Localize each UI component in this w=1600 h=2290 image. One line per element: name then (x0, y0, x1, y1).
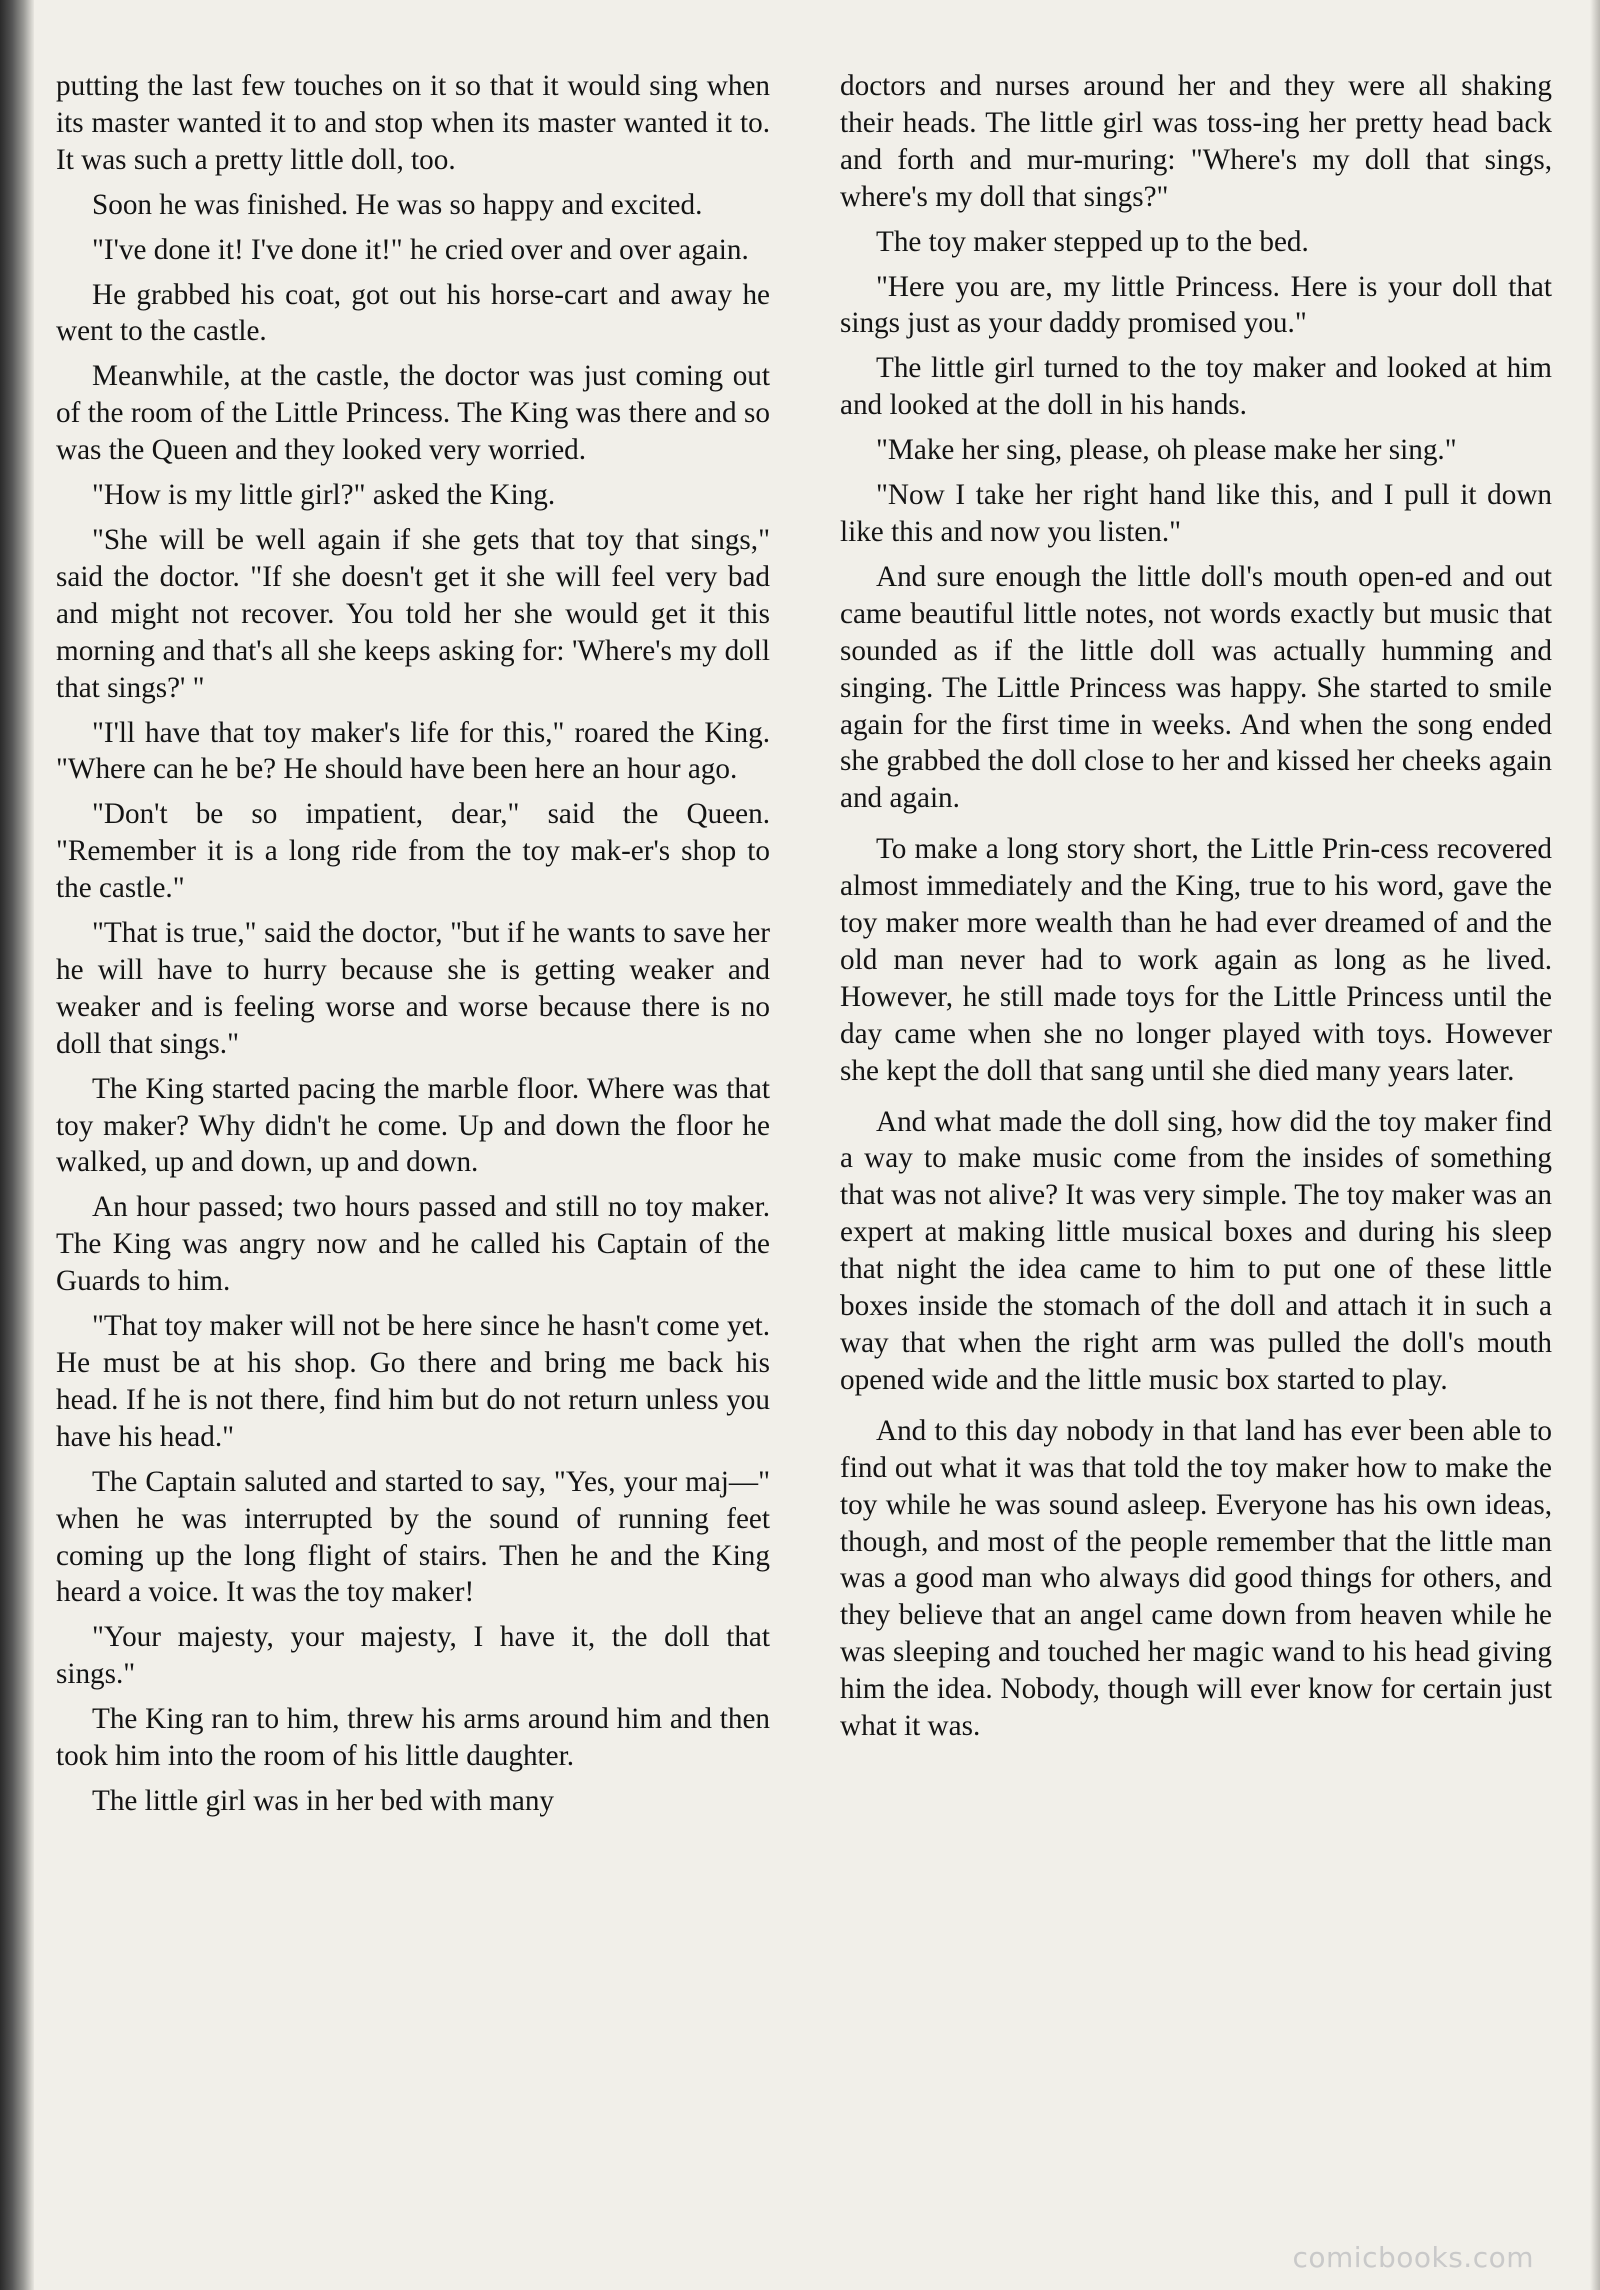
paragraph: "That toy maker will not be here since he hasn't come yet. He must be at his shop. Go there and bring me back his head. If he is not there, find him but do not return unless you have his head." (56, 1310, 770, 1453)
text-column-left (56, 68, 770, 1828)
paragraph: To make a long story short, the Little Prin-cess recovered almost immediately and the King, true to his word, gave the toy maker more wealth than he had ever dreamed of and the old man never had to work again as long as he lived. However, he still made toys for the Little Princess until the day came when she no longer played with toys. However she kept the doll that sang until she died many years later. (840, 833, 1552, 1087)
page-binding-shadow (0, 0, 34, 2290)
paragraph: Soon he was finished. He was so happy and excited. (92, 188, 703, 221)
paragraph: The King started pacing the marble floor. Where was that toy maker? Why didn't he come. Up and down the floor he walked, up and down, up and down. (56, 1072, 770, 1179)
paragraph: "Make her sing, please, oh please make her sing." (876, 434, 1457, 467)
paragraph: And what made the doll sing, how did the toy maker find a way to make music come from the insides of something that was not alive? It was very simple. The toy maker was an expert at making little musical boxes and during his sleep that night the idea came to him to put one of these little boxes inside the stomach of the doll and attach it in such a way that when the right arm was pulled the doll's mouth opened wide and the little music box started to play. (840, 1105, 1552, 1396)
paragraph: "Here you are, my little Princess. Here is your doll that sings just as your daddy promised you." (840, 270, 1552, 340)
paragraph: The little girl turned to the toy maker and looked at him and looked at the doll in his hands. (840, 352, 1552, 422)
paragraph: "I've done it! I've done it!" he cried over and over again. (92, 233, 749, 266)
paragraph: "How is my little girl?" asked the King. (92, 479, 556, 512)
paragraph-continuation: putting the last few touches on it so that it would sing when its master wanted it to and stop when its master wanted it to. It was such a pretty little doll, too. (56, 70, 770, 176)
paragraph-continuation: doctors and nurses around her and they were all shaking their heads. The little girl was toss-ing her pretty head back and forth and mur-muring: "Where's my doll that sings, where's my doll that sings?" (840, 70, 1552, 213)
paragraph: "I'll have that toy maker's life for this," roared the King. "Where can he be? He should have been here an hour ago. (56, 716, 770, 786)
paragraph: He grabbed his coat, got out his horse-cart and away he went to the castle. (56, 278, 770, 348)
paragraph: The Captain saluted and started to say, "Yes, your maj—" when he was interrupted by the sound of running feet coming up the long flight of stairs. Then he and the King heard a voice. It was the toy maker! (56, 1465, 770, 1609)
paragraph: "Now I take her right hand like this, and I pull it down like this and now you listen." (840, 479, 1552, 548)
paragraph: An hour passed; two hours passed and still no toy maker. The King was angry now and he called his Captain of the Guards to him. (56, 1191, 770, 1298)
watermark-text: comicbooks.com (1292, 2241, 1534, 2274)
text-column-right (840, 68, 1552, 1753)
paragraph: "That is true," said the doctor, "but if he wants to save her he will have to hurry because she is getting weaker and weaker and is feeling worse and worse because there is no doll that sings." (56, 917, 770, 1060)
paragraph: "She will be well again if she gets that toy that sings," said the doctor. "If she doesn't get it she will feel very bad and might not recover. You told her she would get it this morning and that's all she keeps asking for: 'Where's my doll that sings?' " (56, 523, 770, 704)
paragraph: And to this day nobody in that land has ever been able to find out what it was that told the toy maker how to make the toy while he was sound asleep. Everyone has his own ideas, though, and most of the people remember that the little man was a good man who always did good things for others, and they believe that an angel came down from heaven while he was sleeping and touched her magic wand to his head giving him the idea. Nobody, though will ever know for certain just what it was. (840, 1414, 1552, 1743)
paragraph: The little girl was in her bed with many (92, 1784, 555, 1817)
paragraph: The toy maker stepped up to the bed. (876, 225, 1309, 258)
paragraph: The King ran to him, threw his arms around him and then took him into the room of his little daughter. (56, 1703, 770, 1773)
paragraph: And sure enough the little doll's mouth open-ed and out came beautiful little notes, not words exactly but music that sounded as if the little doll was actually humming and singing. The Little Princess was happy. She started to smile again for the first time in weeks. And when the song ended she grabbed the doll close to her and kissed her cheeks again and again. (840, 560, 1552, 815)
paragraph: "Don't be so impatient, dear," said the Queen. "Remember it is a long ride from the toy mak-er's shop to the castle." (56, 798, 770, 905)
paragraph: Meanwhile, at the castle, the doctor was just coming out of the room of the Little Princess. The King was there and so was the Queen and they looked very worried. (56, 360, 770, 467)
paragraph: "Your majesty, your majesty, I have it, the doll that sings." (56, 1621, 770, 1691)
page-right-edge (1590, 0, 1600, 2290)
